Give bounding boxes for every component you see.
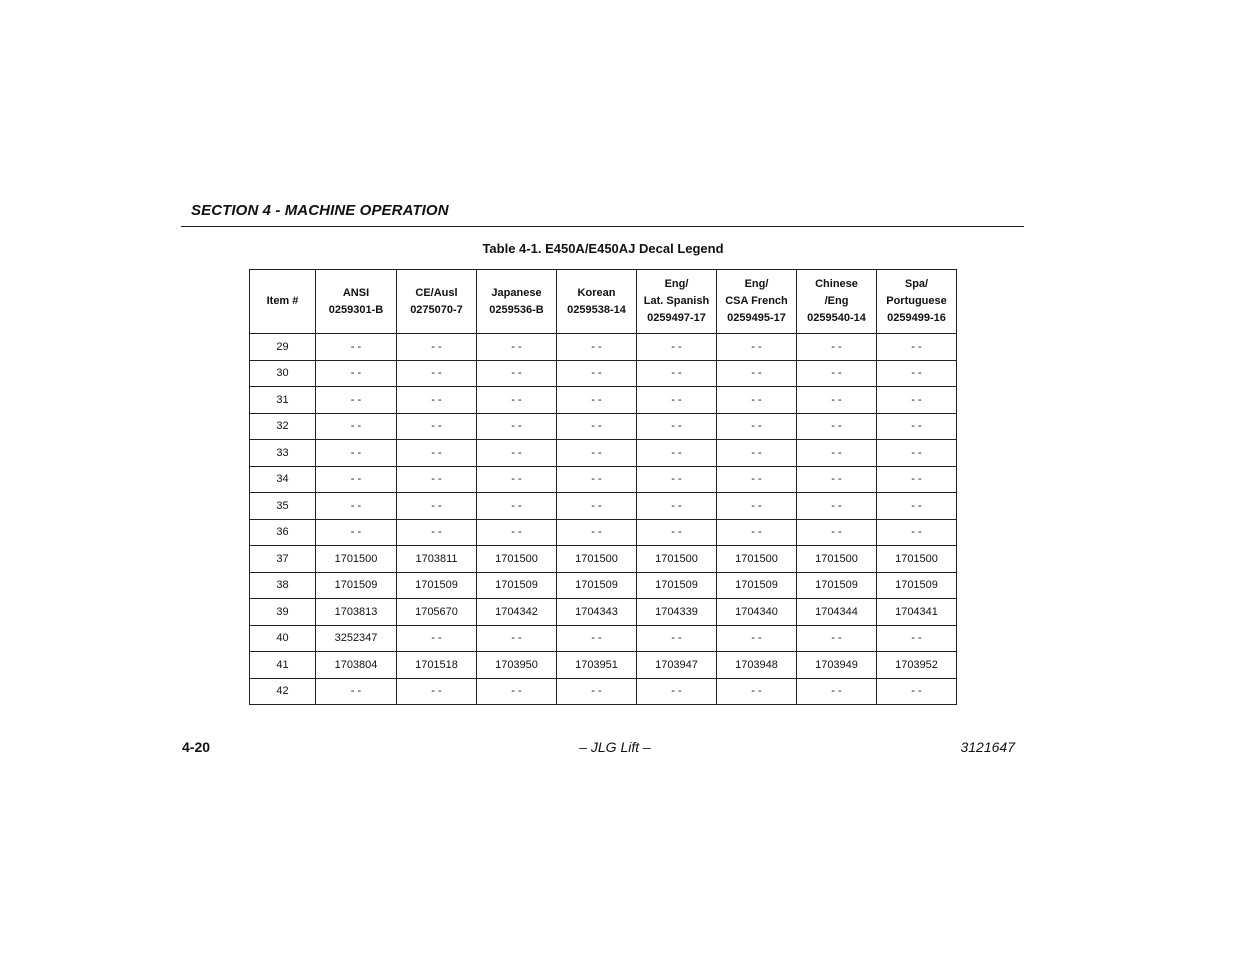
decal-part-number-cell: 1705670 — [397, 599, 477, 626]
col-header-item — [250, 270, 316, 334]
col-header-spa-portuguese — [877, 270, 957, 334]
item-number-cell: 39 — [250, 599, 316, 626]
header-line: 0259499-16 — [887, 312, 946, 324]
decal-part-number-cell: - - — [637, 440, 717, 467]
decal-part-number-cell: - - — [557, 334, 637, 361]
decal-part-number-cell: - - — [397, 466, 477, 493]
col-header-ansi — [316, 270, 397, 334]
col-header-eng-lat-spanish — [637, 270, 717, 334]
decal-part-number-cell: - - — [877, 493, 957, 520]
decal-part-number-cell: - - — [717, 360, 797, 387]
decal-part-number-cell: - - — [316, 334, 397, 361]
col-header-korean — [557, 270, 637, 334]
table-row — [250, 360, 957, 387]
header-line: Japanese — [491, 286, 542, 299]
header-line: Chinese — [815, 278, 858, 290]
col-header-eng-csa-french — [717, 270, 797, 334]
decal-part-number-cell: 1701500 — [877, 546, 957, 573]
decal-part-number-cell: - - — [717, 466, 797, 493]
decal-part-number-cell: 1703813 — [316, 599, 397, 626]
decal-part-number-cell: - - — [877, 360, 957, 387]
decal-part-number-cell: - - — [637, 387, 717, 414]
decal-part-number-cell: - - — [557, 413, 637, 440]
decal-part-number-cell: - - — [397, 493, 477, 520]
decal-part-number-cell: - - — [717, 493, 797, 520]
decal-part-number-cell: - - — [877, 440, 957, 467]
decal-part-number-cell: 1704341 — [877, 599, 957, 626]
decal-part-number-cell: - - — [877, 519, 957, 546]
table-row — [250, 413, 957, 440]
decal-part-number-cell: - - — [557, 625, 637, 652]
document-number: 3121647 — [960, 739, 1015, 755]
decal-part-number-cell: - - — [397, 387, 477, 414]
decal-part-number-cell: - - — [316, 466, 397, 493]
decal-part-number-cell: - - — [316, 360, 397, 387]
decal-part-number-cell: - - — [717, 334, 797, 361]
table-title: Table 4-1. E450A/E450AJ Decal Legend — [482, 241, 724, 256]
decal-part-number-cell: - - — [477, 440, 557, 467]
decal-part-number-cell: - - — [397, 413, 477, 440]
item-number-cell: 37 — [250, 546, 316, 573]
decal-part-number-cell: 1703952 — [877, 652, 957, 679]
decal-part-number-cell: - - — [717, 625, 797, 652]
decal-part-number-cell: 1701509 — [877, 572, 957, 599]
decal-part-number-cell: 1703950 — [477, 652, 557, 679]
decal-part-number-cell: - - — [877, 413, 957, 440]
item-number-cell: 32 — [250, 413, 316, 440]
header-line: Spa/ — [904, 278, 929, 290]
header-line: 0259495-17 — [727, 312, 786, 324]
decal-part-number-cell: 1701500 — [637, 546, 717, 573]
decal-part-number-cell: - - — [397, 334, 477, 361]
decal-part-number-cell: - - — [877, 625, 957, 652]
decal-part-number-cell: - - — [797, 334, 877, 361]
decal-part-number-cell: - - — [557, 519, 637, 546]
table-body — [250, 334, 957, 705]
decal-part-number-cell: - - — [797, 440, 877, 467]
decal-part-number-cell: 1703948 — [717, 652, 797, 679]
decal-part-number-cell: - - — [797, 387, 877, 414]
item-number-cell: 40 — [250, 625, 316, 652]
decal-part-number-cell: - - — [397, 625, 477, 652]
decal-part-number-cell: - - — [797, 493, 877, 520]
item-number-cell: 34 — [250, 466, 316, 493]
decal-part-number-cell: - - — [717, 413, 797, 440]
item-number-cell: 36 — [250, 519, 316, 546]
decal-part-number-cell: 1701518 — [397, 652, 477, 679]
decal-part-number-cell: - - — [797, 360, 877, 387]
table-row — [250, 599, 957, 626]
table-row — [250, 334, 957, 361]
decal-part-number-cell: - - — [797, 413, 877, 440]
decal-part-number-cell: 1701509 — [477, 572, 557, 599]
header-line: ANSI — [342, 286, 370, 299]
decal-part-number-cell: - - — [316, 519, 397, 546]
header-line: Korean — [577, 286, 616, 299]
col-header-ce-ausl — [397, 270, 477, 334]
decal-part-number-cell: - - — [316, 387, 397, 414]
decal-part-number-cell: - - — [477, 493, 557, 520]
decal-part-number-cell: 1701509 — [397, 572, 477, 599]
decal-part-number-cell: - - — [557, 493, 637, 520]
decal-part-number-cell: 1701500 — [717, 546, 797, 573]
decal-part-number-cell: - - — [637, 413, 717, 440]
decal-part-number-cell: - - — [797, 625, 877, 652]
decal-part-number-cell: 1701500 — [557, 546, 637, 573]
table-row — [250, 387, 957, 414]
decal-part-number-cell: 1704344 — [797, 599, 877, 626]
decal-part-number-cell: - - — [557, 360, 637, 387]
col-header-chinese-eng — [797, 270, 877, 334]
decal-part-number-cell: - - — [797, 466, 877, 493]
header-line: CE/Ausl — [415, 286, 458, 299]
decal-part-number-cell: 1704343 — [557, 599, 637, 626]
decal-part-number-cell: - - — [316, 440, 397, 467]
decal-part-number-cell: 1701509 — [797, 572, 877, 599]
header-line: Item # — [266, 295, 299, 307]
decal-legend-table — [249, 269, 957, 705]
decal-part-number-cell: - - — [797, 519, 877, 546]
item-number-cell: 30 — [250, 360, 316, 387]
decal-part-number-cell: 1701509 — [557, 572, 637, 599]
header-line: /Eng — [824, 295, 849, 307]
table-row — [250, 652, 957, 679]
decal-part-number-cell: - - — [557, 440, 637, 467]
item-number-cell: 41 — [250, 652, 316, 679]
header-line: CSA French — [725, 295, 788, 307]
decal-part-number-cell: - - — [637, 625, 717, 652]
decal-part-number-cell: - - — [797, 678, 877, 705]
decal-part-number-cell: 1703949 — [797, 652, 877, 679]
table-header-row — [250, 270, 957, 334]
header-line: Eng/ — [744, 278, 769, 290]
table-row — [250, 572, 957, 599]
decal-part-number-cell: - - — [637, 519, 717, 546]
table-row — [250, 546, 957, 573]
decal-part-number-cell: 1703811 — [397, 546, 477, 573]
decal-part-number-cell: - - — [477, 360, 557, 387]
decal-part-number-cell: - - — [637, 334, 717, 361]
header-divider — [181, 226, 1024, 227]
header-line: Lat. Spanish — [643, 295, 710, 307]
header-line: Portuguese — [886, 295, 947, 307]
item-number-cell: 38 — [250, 572, 316, 599]
header-line: 0275070-7 — [410, 303, 463, 316]
decal-part-number-cell: - - — [477, 466, 557, 493]
decal-part-number-cell: - - — [477, 678, 557, 705]
decal-part-number-cell: - - — [637, 466, 717, 493]
decal-part-number-cell: 1704342 — [477, 599, 557, 626]
item-number-cell: 35 — [250, 493, 316, 520]
decal-part-number-cell: - - — [637, 678, 717, 705]
header-line: 0259540-14 — [807, 312, 866, 324]
table-row — [250, 440, 957, 467]
decal-part-number-cell: - - — [877, 387, 957, 414]
decal-part-number-cell: 1701500 — [797, 546, 877, 573]
decal-part-number-cell: - - — [316, 493, 397, 520]
page-number: 4-20 — [182, 739, 211, 755]
decal-part-number-cell: - - — [316, 413, 397, 440]
decal-part-number-cell: 3252347 — [316, 625, 397, 652]
col-header-japanese — [477, 270, 557, 334]
item-number-cell: 33 — [250, 440, 316, 467]
decal-part-number-cell: 1703804 — [316, 652, 397, 679]
decal-part-number-cell: - - — [397, 519, 477, 546]
decal-part-number-cell: - - — [557, 387, 637, 414]
decal-part-number-cell: - - — [877, 466, 957, 493]
footer-publisher: – JLG Lift – — [579, 739, 651, 755]
decal-part-number-cell: - - — [717, 387, 797, 414]
table-row — [250, 625, 957, 652]
decal-part-number-cell: - - — [637, 493, 717, 520]
decal-part-number-cell: 1703951 — [557, 652, 637, 679]
decal-part-number-cell: - - — [397, 360, 477, 387]
header-line: 0259538-14 — [567, 303, 626, 316]
decal-part-number-cell: 1701509 — [717, 572, 797, 599]
section-header: SECTION 4 - MACHINE OPERATION — [191, 202, 449, 219]
decal-part-number-cell: - - — [397, 678, 477, 705]
decal-part-number-cell: - - — [877, 678, 957, 705]
table-row — [250, 678, 957, 705]
decal-part-number-cell: - - — [477, 387, 557, 414]
header-line: Eng/ — [664, 278, 689, 290]
decal-part-number-cell: - - — [717, 678, 797, 705]
item-number-cell: 42 — [250, 678, 316, 705]
decal-part-number-cell: - - — [477, 519, 557, 546]
table-row — [250, 466, 957, 493]
decal-part-number-cell: - - — [477, 625, 557, 652]
decal-part-number-cell: - - — [477, 413, 557, 440]
decal-part-number-cell: 1701500 — [477, 546, 557, 573]
item-number-cell: 29 — [250, 334, 316, 361]
decal-part-number-cell: - - — [557, 466, 637, 493]
item-number-cell: 31 — [250, 387, 316, 414]
table-row — [250, 493, 957, 520]
header-line: 0259301-B — [328, 303, 384, 316]
decal-part-number-cell: 1701509 — [316, 572, 397, 599]
decal-part-number-cell: 1701509 — [637, 572, 717, 599]
decal-part-number-cell: - - — [397, 440, 477, 467]
header-line: 0259536-B — [489, 303, 544, 316]
decal-part-number-cell: - - — [316, 678, 397, 705]
decal-part-number-cell: - - — [877, 334, 957, 361]
decal-part-number-cell: - - — [717, 519, 797, 546]
decal-part-number-cell: 1703947 — [637, 652, 717, 679]
header-line: 0259497-17 — [647, 312, 706, 324]
decal-part-number-cell: 1701500 — [316, 546, 397, 573]
table-row — [250, 519, 957, 546]
decal-part-number-cell: - - — [717, 440, 797, 467]
decal-part-number-cell: 1704339 — [637, 599, 717, 626]
decal-part-number-cell: - - — [637, 360, 717, 387]
decal-part-number-cell: 1704340 — [717, 599, 797, 626]
decal-part-number-cell: - - — [557, 678, 637, 705]
decal-part-number-cell: - - — [477, 334, 557, 361]
